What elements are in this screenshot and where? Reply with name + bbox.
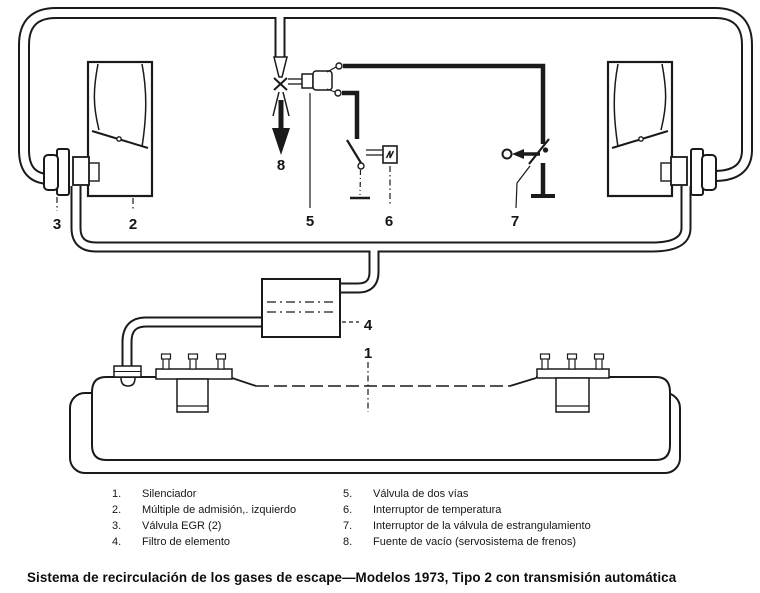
legend-num: 8. [343,536,353,548]
vacuum-source-tap [272,57,290,155]
legend-text: Múltiple de admisión,. izquierdo [142,504,297,516]
legend-item-1 [112,488,196,500]
legend-num: 4. [112,536,122,548]
legend-text: Válvula EGR (2) [142,520,222,532]
legend-text: Interruptor de la válvula de estrangulamiento [373,520,591,532]
legend-item-8 [343,536,576,548]
legend-text: Filtro de elemento [142,536,231,548]
filter-element [262,279,340,337]
two-way-valve [288,63,543,144]
left-egr-valve [44,149,89,195]
legend-num: 3. [112,520,122,532]
filter-branch-tube [340,249,374,288]
legend-num: 2. [112,504,122,516]
muffler [70,354,680,473]
callout-6 [385,166,393,230]
legend-text: Interruptor de temperatura [373,504,502,516]
left-intake-manifold [86,62,152,196]
legend-item-3 [112,520,221,532]
callout-label-1: 1 [363,345,373,362]
legend-text: Silenciador [142,488,197,500]
callout-label-2: 2 [128,216,138,233]
legend-item-4 [112,536,230,548]
legend-num: 6. [343,504,353,516]
callout-label-6: 6 [384,213,394,230]
legend-num: 5. [343,488,353,500]
legend-item-5 [343,488,468,500]
legend-item-6 [343,504,501,516]
legend-num: 1. [112,488,122,500]
callout-4 [342,317,373,334]
legend-text: Válvula de dos vías [373,488,469,500]
right-egr-valve [671,149,716,195]
right-intake-manifold [608,62,674,196]
legend-num: 7. [343,520,353,532]
callout-3 [53,197,61,233]
callout-5 [306,93,314,230]
figure-caption: Sistema de recirculación de los gases de escape—Modelos 1973, Tipo 2 con transmisión automática [27,570,677,585]
legend-item-7 [343,520,591,532]
callout-label-3: 3 [52,216,62,233]
legend-item-2 [112,504,296,516]
callout-7 [511,166,530,230]
callout-2 [129,198,137,233]
callout-label-7: 7 [510,213,520,230]
legend-text: Fuente de vacío (servosistema de frenos) [373,536,576,548]
bottom-hose-run [76,186,686,247]
callout-8 [277,157,285,174]
callout-label-5: 5 [305,213,315,230]
callout-label-4: 4 [363,317,373,334]
callout-label-8: 8 [276,157,286,174]
